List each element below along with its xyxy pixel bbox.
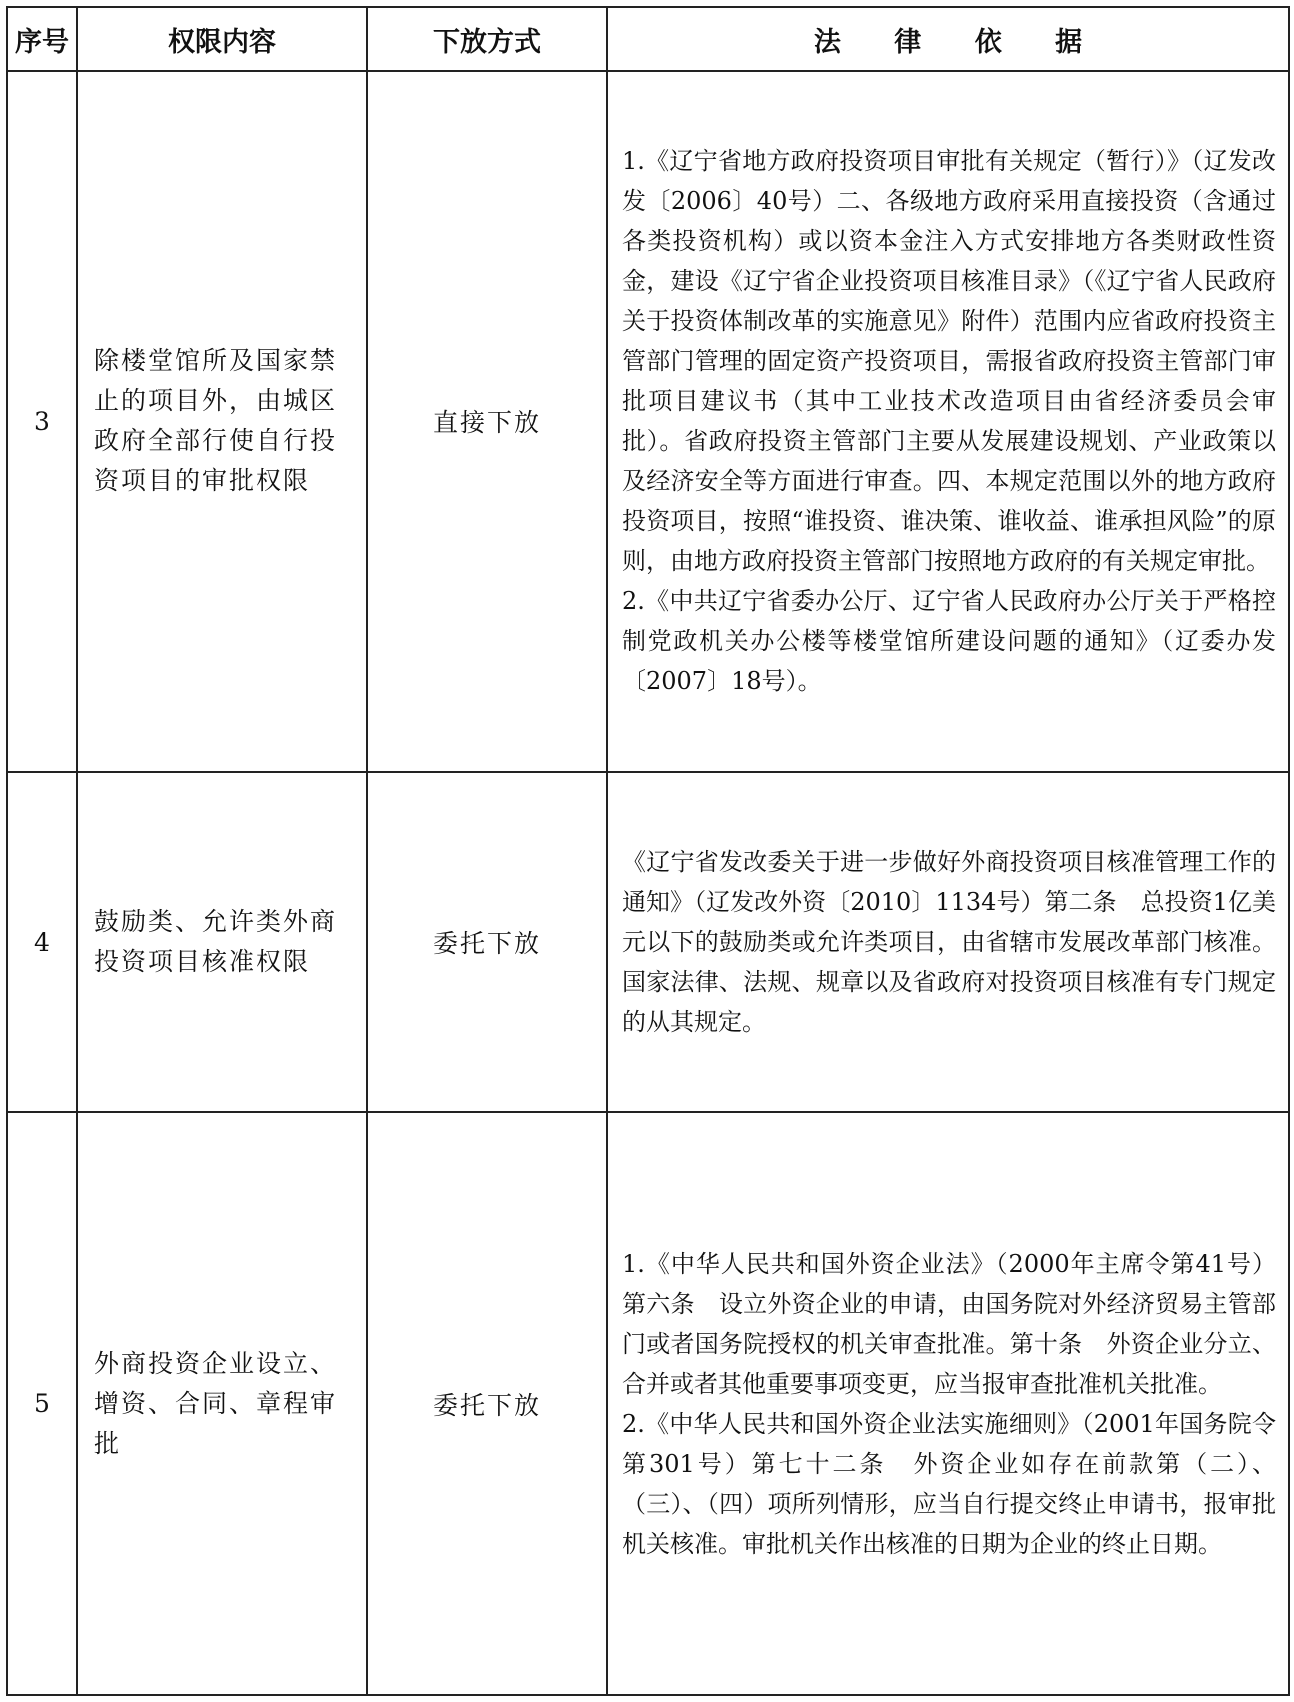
- row-number: 3: [7, 71, 77, 772]
- delegation-mode: 直接下放: [367, 71, 607, 772]
- authority-content: 鼓励类、允许类外商投资项目核准权限: [77, 772, 367, 1112]
- legal-basis: [607, 772, 1289, 1112]
- authority-table: [6, 6, 1290, 1696]
- header-content: 权限内容: [77, 7, 367, 71]
- legal-basis-paragraph: 2.《中华人民共和国外资企业法实施细则》（2001年国务院令第301号）第七十二条 外资企业如存在前款第（二）、（三）、（四）项所列情形，应当自行提交终止申请书，报审批机关核准。审批机关作出核准的日期为企业的终止日期。: [622, 1409, 1276, 1558]
- header-row: [7, 7, 1289, 71]
- authority-content: 除楼堂馆所及国家禁止的项目外，由城区政府全部行使自行投资项目的审批权限: [77, 71, 367, 772]
- header-mode: 下放方式: [367, 7, 607, 71]
- legal-basis-paragraph: 《辽宁省发改委关于进一步做好外商投资项目核准管理工作的通知》（辽发改外资〔2010〕1134号）第二条 总投资1亿美元以下的鼓励类或允许类项目，由省辖市发展改革部门核准。国家法律、法规、规章以及省政府对投资项目核准有专门规定的从其规定。: [622, 848, 1276, 1037]
- table-row: [7, 71, 1289, 772]
- legal-basis: [607, 71, 1289, 772]
- document-page: [6, 6, 1288, 1696]
- row-number: 5: [7, 1112, 77, 1695]
- legal-basis-paragraph: 2.《中共辽宁省委办公厅、辽宁省人民政府办公厅关于严格控制党政机关办公楼等楼堂馆所建设问题的通知》（辽委办发〔2007〕18号）。: [622, 587, 1276, 696]
- table-row: [7, 1112, 1289, 1695]
- legal-basis-paragraph: 1.《中华人民共和国外资企业法》（2000年主席令第41号）第六条 设立外资企业的申请，由国务院对外经济贸易主管部门或者国务院授权的机关审查批准。第十条 外资企业分立、合并或者其他重要事项变更，应当报审查批准机关批准。: [622, 1249, 1276, 1398]
- row-number: 4: [7, 772, 77, 1112]
- delegation-mode: 委托下放: [367, 1112, 607, 1695]
- table-row: [7, 772, 1289, 1112]
- delegation-mode: 委托下放: [367, 772, 607, 1112]
- header-no: 序号: [7, 7, 77, 71]
- legal-basis-paragraph: 1.《辽宁省地方政府投资项目审批有关规定（暂行）》（辽发改发〔2006〕40号）二、各级地方政府采用直接投资（含通过各类投资机构）或以资本金注入方式安排地方各类财政性资金，建设《辽宁省企业投资项目核准目录》（《辽宁省人民政府关于投资体制改革的实施意见》附件）范围内应省政府投资主管部门管理的固定资产投资项目，需报省政府投资主管部门审批项目建议书（其中工业技术改造项目由省经济委员会审批）。省政府投资主管部门主要从发展建设规划、产业政策以及经济安全等方面进行审查。四、本规定范围以外的地方政府投资项目，按照“谁投资、谁决策、谁收益、谁承担风险”的原则，由地方政府投资主管部门按照地方政府的有关规定审批。: [622, 147, 1276, 576]
- authority-content: 外商投资企业设立、增资、合同、章程审批: [77, 1112, 367, 1695]
- legal-basis: [607, 1112, 1289, 1695]
- header-law: 法 律 依 据: [607, 7, 1289, 71]
